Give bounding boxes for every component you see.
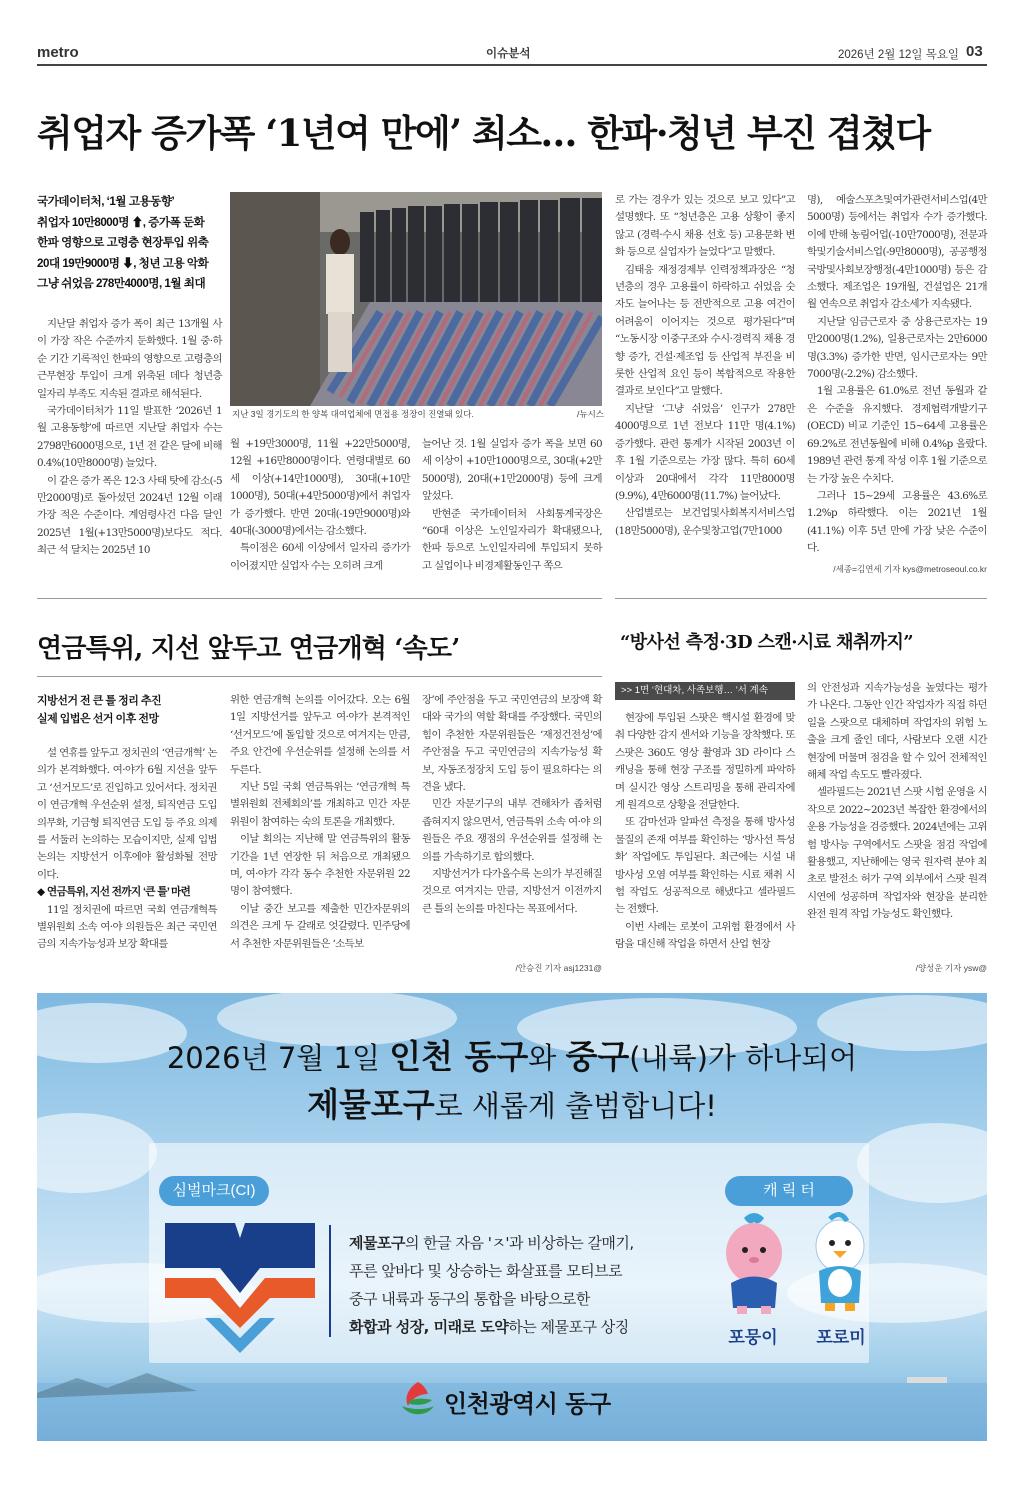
ci-desc-line: 중구 내륙과 동구의 통합을 바탕으로한: [349, 1290, 590, 1308]
paragraph: 11일 정치권에 따르면 국회 연금개혁특별위원회 소속 여·야 의원들은 최근 국민연금의 지속가능성과 보장 확대를: [37, 903, 217, 951]
incheon-donggu-logo-icon: [398, 1380, 438, 1420]
paragraph: 김태응 재정경제부 인력정책과장은 “청년층의 경우 고용률이 하락하고 쉬었음 숫자도 늘어나는 등 전반적으로 고용 여건이 어려움이 이어지는 것으로 평가된다”며 “노동시장 이중구조와 수시·경력직 채용 경향 증가, 건설·제조업 등 산업적 부진을 비롯한 산업적 요인 등이 복합적으로 작용한 결과로 보인다”고 말했다.: [615, 263, 795, 398]
ad-title-text: (내륙)가 하나되어: [629, 1041, 858, 1075]
character-name-pomungi: 포뭉이: [728, 1328, 778, 1347]
paragraph: 지난달 임금근로자 중 상용근로자는 19만2000명(1.2%), 일용근로자는 2만6000명(3.3%) 증가한 반면, 임시근로자는 9만7000명(-2.2%) 감소했다.: [807, 315, 987, 381]
paragraph: 지방선거가 다가올수록 논의가 부진해질 것으로 여겨지는 만큼, 지방선거 이전까지 큰 틀의 논의를 마친다는 목표에서다.: [422, 868, 602, 915]
article3-byline: /양성운 기자 ysw@: [915, 963, 987, 973]
article1-subheads: [37, 192, 222, 295]
headline-2: 연금특위, 지선 앞두고 연금개혁 ‘속도’: [37, 634, 460, 664]
subhead-line: 국가데이터처, ‘1월 고용동향’: [37, 195, 175, 208]
paragraph: 설 연휴를 앞두고 정치권의 ‘연금개혁’ 논의가 본격화했다. 여·야가 6월 지선을 앞두고 ‘선거모드’로 진입하고 있어서다. 정치권이 연금개혁 우선순위 설정, 퇴직연금 도입 의무화, 기금형 퇴직연금 도입 등 주요 의제를 서둘러 논의하는 모습이지만, 실제 입법 논의는 지방선거 이후에야 활성화될 전망이다.: [37, 747, 217, 881]
subhead-line: 한파 영향으로 고령층 현장투입 위축: [37, 236, 209, 249]
paragraph: 늘어난 것. 1월 실업자 증가 폭을 보면 60세 이상이 +10만1000명으로, 30대(+2만5000명), 20대(+1만2000명) 등에 크게 앞섰다.: [422, 438, 602, 503]
subhead-line: 그냥 쉬었음 278만4000명, 1월 최대: [37, 277, 206, 290]
article3-col2: [807, 680, 987, 924]
article1-col2: [230, 436, 410, 575]
article1-photo: [230, 192, 602, 406]
article2-col3: [422, 692, 602, 918]
paragraph: 이번 사례는 로봇이 고위험 환경에서 사람을 대신해 작업을 하면서 산업 현장: [615, 920, 795, 951]
article2-subheads: [37, 692, 222, 728]
article1-col3: [422, 436, 602, 575]
character-label: 캐 릭 터: [725, 1176, 853, 1206]
ci-description: [349, 1229, 719, 1341]
paragraph: 명), 예술스포츠및여가관련서비스업(4만5000명) 등에서는 취업자 수가 증가했다. 이에 반해 농림어업(-10만7000명), 전문과학및기술서비스업(-9만8000명), 공공행정국방및사회보장행정(-4만1000명) 등은 감소했다. 제조업은 19개월, 건설업은 21개월 연속으로 취업자 감소세가 지속됐다.: [807, 194, 987, 311]
paragraph: 이날 회의는 지난해 말 연금특위의 활동 기간을 1년 연장한 뒤 처음으로 개최됐으며, 여·야가 각각 동수 추천한 자문위원 22명이 참여했다.: [230, 833, 410, 898]
header-page: 03: [966, 43, 983, 60]
paragraph: 국가데이터처가 11일 발표한 ‘2026년 1월 고용동향’에 따르면 지난달 취업자 수는 2798만6000명으로, 1년 전 같은 달에 비해 0.4%(10만8000명) 늘었다.: [37, 405, 222, 470]
paragraph: 반현준 국가데이터처 사회통계국장은 “60대 이상은 노인일자리가 확대됐으나, 한파 등으로 노인일자리에 투입되지 못하고 실업이나 비경제활동인구 쪽으: [422, 507, 602, 572]
section-divider: [615, 598, 987, 599]
poromi-character-icon: [805, 1211, 875, 1319]
ad-title-highlight: 중구: [565, 1037, 630, 1076]
paragraph: 이날 중간 보고를 제출한 민간자문위의 의견은 크게 두 갈래로 엇갈렸다. 민주당에서 추천한 자문위원들은 ‘소득보: [230, 902, 410, 950]
subhead-line: 실제 입법은 선거 이후 전망: [37, 713, 159, 725]
ad-title-highlight: 제물포구: [307, 1085, 435, 1124]
ci-desc-line: [349, 1229, 719, 1257]
header-date: 2026년 2월 12일 목요일: [838, 49, 960, 61]
ad-title-text: 2026년 7월 1일: [166, 1041, 390, 1075]
continued-tag: >> 1면 ‘현대차, 사족보행… ’서 계속: [615, 682, 795, 700]
character-name-poromi: 포로미: [816, 1328, 866, 1347]
paragraph: 장’에 주안점을 두고 국민연금의 보장액 확대와 국가의 역할 확대를 주장했다. 국민의힘이 추천한 자문위원들은 ‘재정건전성’에 주안점을 두고 국민연금의 지속가능성 확보, 자동조정장치 도입 등이 필요하다는 의견을 냈다.: [422, 694, 602, 794]
header-rule: [37, 64, 987, 66]
ci-desc-strong: 제물포구: [349, 1234, 405, 1252]
paragraph: 또 감마선과 알파선 측정을 통해 방사성 물질의 존재 여부를 확인하는 ‘방사선 특성화’ 작업에도 투입된다. 최근에는 시설 내 방사성 오염 여부를 확인하는 시료 채취 시험 작업도 성공적으로 해냈다고 셀라필드는 전했다.: [615, 816, 795, 916]
ci-desc-line: [349, 1313, 719, 1341]
photo-caption: 지난 3일 경기도의 한 양복 대여업체에 면접용 정장이 진열돼 있다.: [232, 409, 474, 419]
ci-desc-line: 푸른 앞바다 및 상승하는 화살표를 모티브로: [349, 1262, 623, 1280]
advertisement: [37, 993, 987, 1441]
article1-col5: [807, 192, 987, 558]
article2-col1: [37, 745, 217, 954]
article2-subhead: ◆ 연금특위, 지선 전까지 ‘큰 틀’ 마련: [37, 886, 191, 899]
ci-desc-text: 하는 제물포구 상징: [508, 1318, 629, 1336]
headline-rule: [37, 676, 602, 677]
subhead-line: 지방선거 전 큰 틀 정리 추진: [37, 695, 162, 707]
article2-col2: [230, 692, 410, 953]
ad-footer-name: 인천광역시 동구: [444, 1390, 611, 1418]
ci-desc-strong: 화합과 성장, 미래로 도약: [349, 1318, 509, 1336]
paragraph: 지난달 ‘그냥 쉬었음’ 인구가 278만4000명으로 1년 전보다 11만 명(4.1%) 증가했다. 관련 통계가 시작된 2003년 이후 1월 기준으로는 가장 많다. 특히 60세 이상과 20대에서 각각 11만8000명(9.9%), 4만6000명(11.7%) 늘어났다.: [615, 402, 795, 502]
article3-col1: [615, 710, 795, 954]
ci-label: 심벌마크(CI): [159, 1176, 269, 1206]
paragraph: 월 +19만3000명, 11월 +22만5000명, 12월 +16만8000명이다. 연령대별로 60세 이상(+14만1000명), 30대(+10만1000명), 50대(+4만5000명)에서 취업자가 증가했다. 반면 20대(-19만9000명)와 40대(-3000명)에서는 감소했다.: [230, 438, 410, 538]
paragraph: 산업별로는 보건업및사회복지서비스업(18만5000명), 운수및창고업(7만1000: [615, 507, 795, 537]
article1-col1: [37, 316, 222, 560]
ad-title-text: 와: [528, 1041, 566, 1075]
header-section: 이슈분석: [486, 48, 531, 60]
paragraph: 의 안전성과 지속가능성을 높였다는 평가가 나온다. 그동안 인간 작업자가 직접 하던 일을 스팟으로 대체하며 작업자의 위험 노출을 크게 줄인 데다, 사람보다 오랜 시간 현장에 머물며 점검을 할 수 있어 전체적인 해체 작업 속도도 빨라졌다.: [807, 682, 987, 782]
photo-credit: /뉴시스: [577, 409, 604, 419]
headline-1: 취업자 증가폭 ‘1년여 만에’ 최소… 한파·청년 부진 겹쳤다: [37, 111, 930, 155]
article1-col4: [615, 192, 795, 540]
headline-3: “방사선 측정·3D 스캔·시료 채취까지”: [620, 632, 914, 653]
section-divider: [37, 598, 602, 599]
subhead-line: 취업자 10만8000명 ⬆, 증가폭 둔화: [37, 215, 205, 229]
ad-title-highlight: 인천 동구: [389, 1037, 529, 1076]
ci-symbol-icon: [165, 1218, 315, 1353]
ad-title-line2: [37, 1079, 987, 1126]
subhead-line: 20대 19만9000명 ⬇, 청년 고용 악화: [37, 256, 209, 270]
header-logo: metro: [37, 44, 79, 61]
paragraph: 특이점은 60세 이상에서 일자리 증가가 이어졌지만 실업자 수는 오히려 크게: [230, 542, 410, 572]
paragraph: 현장에 투입된 스팟은 핵시설 환경에 맞춰 다양한 감지 센서와 기능을 장착했다. 또 스팟은 360도 영상 촬영과 3D 라이다 스캐닝을 통해 현장 구조를 정밀하게 파악하며 실시간 영상 스트리밍을 통해 관리자에게 원격으로 상황을 전달한다.: [615, 712, 795, 812]
paragraph: 지난달 취업자 증가 폭이 최근 13개월 사이 가장 작은 수준까지 둔화했다. 1월 중·하순 기간 기록적인 한파의 영향으로 고령층의 근무현장 투입이 크게 위축된 데다 청년층 일자리 부족도 지속된 결과로 해석된다.: [37, 318, 222, 400]
paragraph: 지난 5일 국회 연금특위는 ‘연금개혁 특별위원회 전체회의’를 개최하고 민간 자문위원이 참여하는 숙의 토론을 개최했다.: [230, 781, 410, 828]
ci-divider: [329, 1225, 331, 1337]
article1-byline: /세종=김연세 기자 kys@metroseoul.co.kr: [833, 564, 987, 574]
pomungi-character-icon: [719, 1208, 789, 1318]
ad-title-text: 로 새롭게 출범합니다!: [434, 1089, 717, 1123]
ad-title-line1: [37, 1031, 987, 1078]
paragraph: 위한 연금개혁 논의를 이어갔다. 오는 6월 1일 지방선거를 앞두고 여·야가 본격적인 ‘선거모드’에 돌입할 것으로 여겨지는 만큼, 주요 안건에 우선순위를 설정해 논의를 서두른다.: [230, 694, 410, 776]
paragraph: 1월 고용률은 61.0%로 전년 동월과 같은 수준을 유지했다. 경제협력개발기구(OECD) 비교 기준인 15~64세 고용률은 69.2%로 전년동월에 비해 0.4%p 올랐다. 1989년 관련 통계 작성 이후 1월 기준으로는 가장 높은 수치다.: [807, 385, 987, 485]
paragraph: 그러나 15~29세 고용률은 43.6%로 1.2%p 하락했다. 이는 2021년 1월(41.1%) 이후 5년 만에 가장 낮은 수준이다.: [807, 489, 987, 555]
ci-desc-text: 의 한글 자음 'ㅈ'과 비상하는 갈매기,: [404, 1234, 634, 1252]
paragraph: 이 같은 증가 폭은 12·3 사태 탓에 감소(-5만2000명)로 돌아섰던 2024년 12월 이래 가장 적은 수준이다. 계엄령사건 다음 달인 2025년 1월(+13만5000명)보다도 적다. 최근 석 달치는 2025년 10: [37, 474, 222, 557]
paragraph: 로 가는 경우가 있는 것으로 보고 있다”고 설명했다. 또 “청년층은 고용 상황이 좋지 않고 (경력·수시 채용 선호 등) 고용문화 변화 등으로 실업자가 늘었다”고 말했다.: [615, 194, 795, 259]
paragraph: 셀라필드는 2021년 스팟 시험 운영을 시작으로 2022~2023년 복잡한 환경에서의 운용 가능성을 검증했다. 2024년에는 고위험 방사능 구역에서도 스팟을 점검 작업에 활용했고, 지난해에는 영국 원자력 분야 최초로 발전소 허가 구역 외부에서 스팟 원격 시연에 성공하며 작업자와 현장을 분리한 완전 원격 작업 가능성도 확인했다.: [807, 786, 987, 921]
paragraph: 민간 자문기구의 내부 견해차가 좁처럼 좁혀지지 않으면서, 연금특위 소속 여·야 의원들은 주요 쟁점의 우선순위를 설정해 논의를 가속하기로 합의했다.: [422, 798, 602, 863]
article2-byline: /안승진 기자 asj1231@: [515, 963, 602, 973]
